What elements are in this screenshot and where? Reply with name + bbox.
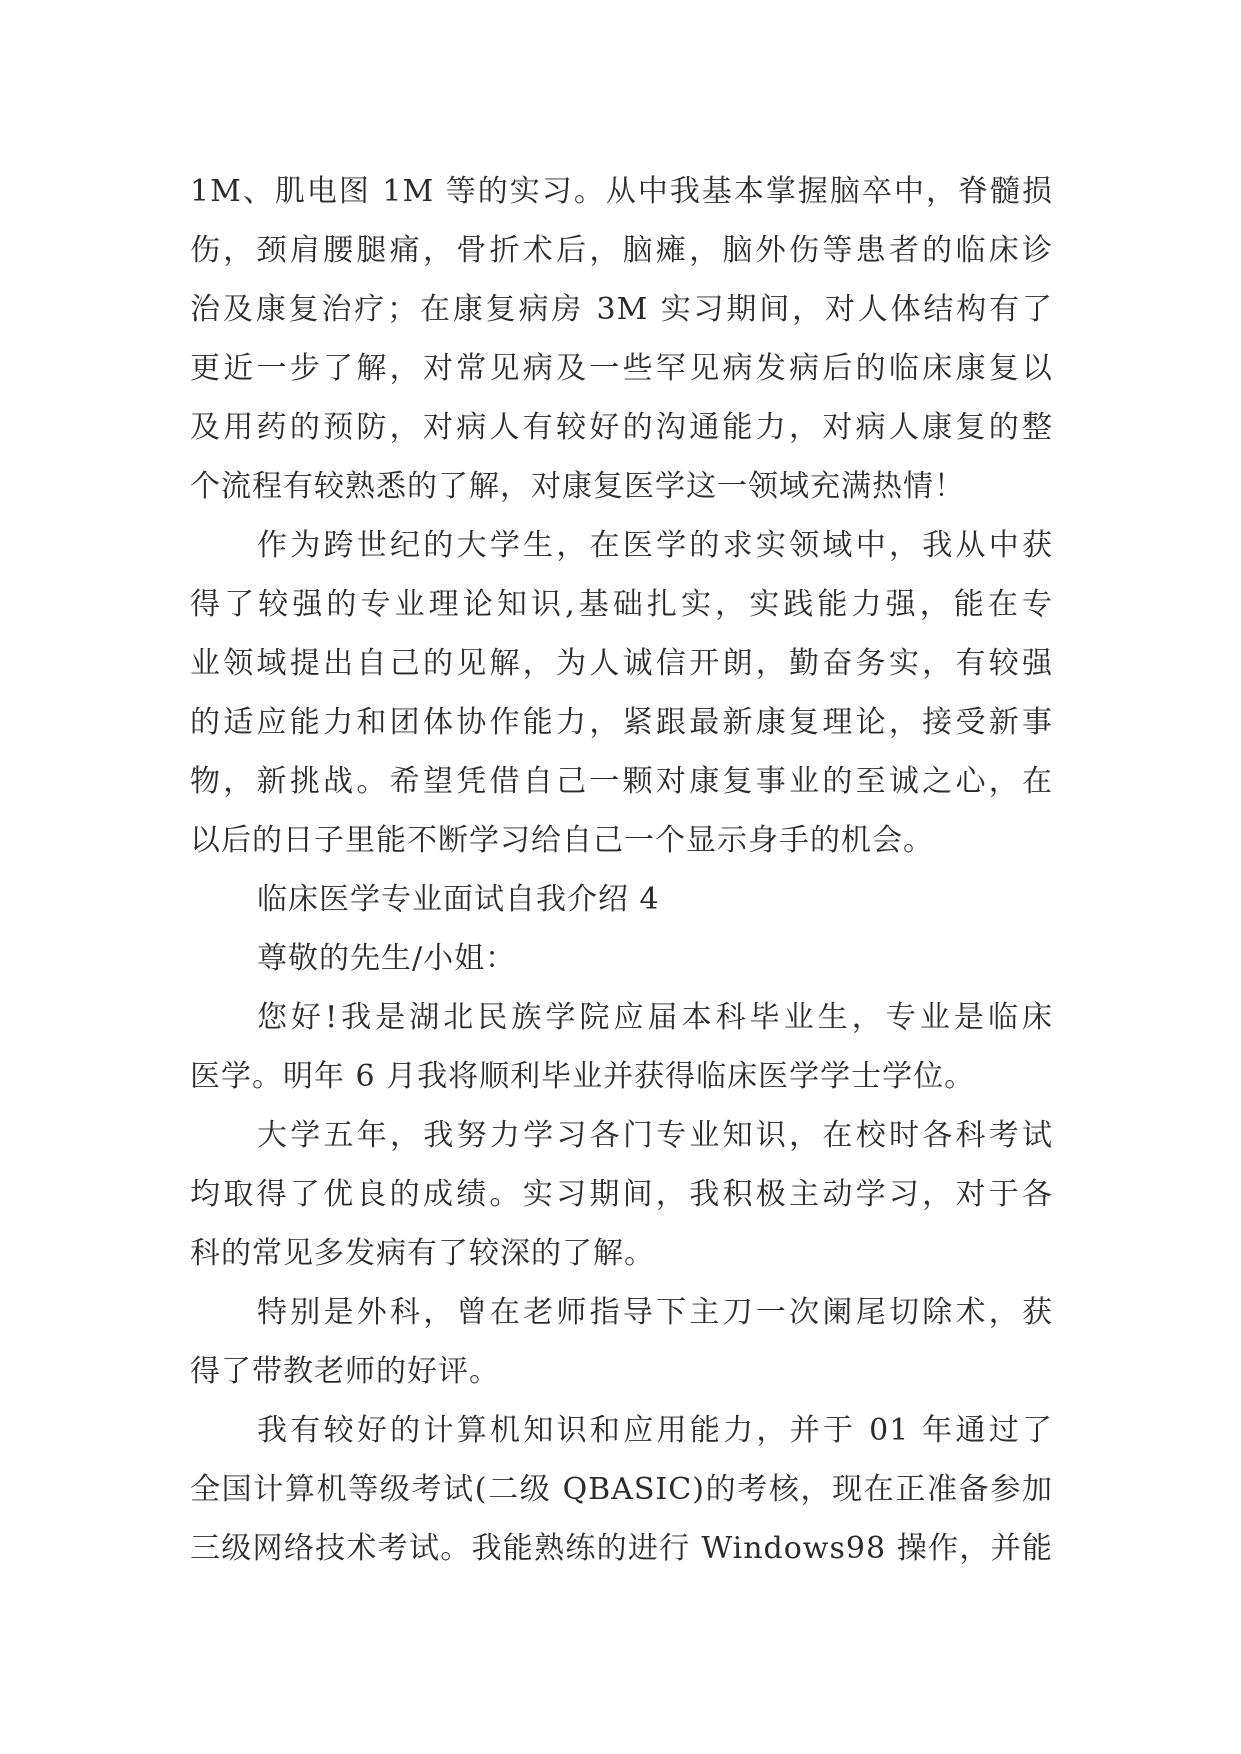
text-line: 特别是外科，曾在老师指导下主刀一次阑尾切除术，获 bbox=[257, 1295, 1053, 1330]
text-line: 治及康复治疗；在康复病房 3M 实习期间，对人体结构有了 bbox=[190, 292, 1053, 327]
text-line: 医学。明年 6 月我将顺利毕业并获得临床医学学士学位。 bbox=[190, 1059, 976, 1094]
text-line: 的适应能力和团体协作能力，紧跟最新康复理论，接受新事 bbox=[190, 705, 1053, 740]
text-line: 三级网络技术考试。我能熟练的进行 Windows98 操作，并能 bbox=[190, 1531, 1053, 1566]
text-line: 伤，颈肩腰腿痛，骨折术后，脑瘫，脑外伤等患者的临床诊 bbox=[190, 233, 1053, 268]
text-line: 均取得了优良的成绩。实习期间，我积极主动学习，对于各 bbox=[190, 1177, 1053, 1212]
text-line: 得了较强的专业理论知识,基础扎实，实践能力强，能在专 bbox=[190, 587, 1053, 622]
text-line: 业领域提出自己的见解，为人诚信开朗，勤奋务实，有较强 bbox=[190, 646, 1053, 681]
text-line: 更近一步了解，对常见病及一些罕见病发病后的临床康复以 bbox=[190, 351, 1053, 386]
text-line: 您好!我是湖北民族学院应届本科毕业生，专业是临床 bbox=[257, 1000, 1053, 1035]
text-line: 我有较好的计算机知识和应用能力，并于 01 年通过了 bbox=[257, 1413, 1053, 1448]
document-page bbox=[190, 162, 1053, 1578]
text-line: 大学五年，我努力学习各门专业知识，在校时各科考试 bbox=[257, 1118, 1053, 1153]
text-line: 尊敬的先生/小姐： bbox=[257, 941, 517, 976]
text-line: 作为跨世纪的大学生，在医学的求实领域中，我从中获 bbox=[257, 528, 1053, 563]
text-line: 临床医学专业面试自我介绍 4 bbox=[257, 882, 660, 917]
text-line: 以后的日子里能不断学习给自己一个显示身手的机会。 bbox=[190, 823, 934, 858]
text-line: 物，新挑战。希望凭借自己一颗对康复事业的至诚之心，在 bbox=[190, 764, 1053, 799]
text-line: 个流程有较熟悉的了解，对康复医学这一领域充满热情！ bbox=[190, 469, 965, 504]
text-line: 得了带教老师的好评。 bbox=[190, 1354, 500, 1389]
text-line: 及用药的预防，对病人有较好的沟通能力，对病人康复的整 bbox=[190, 410, 1053, 445]
text-line: 1M、肌电图 1M 等的实习。从中我基本掌握脑卒中，脊髓损 bbox=[190, 174, 1053, 209]
text-line: 科的常见多发病有了较深的了解。 bbox=[190, 1236, 655, 1271]
text-line: 全国计算机等级考试(二级 QBASIC)的考核，现在正准备参加 bbox=[190, 1472, 1053, 1507]
